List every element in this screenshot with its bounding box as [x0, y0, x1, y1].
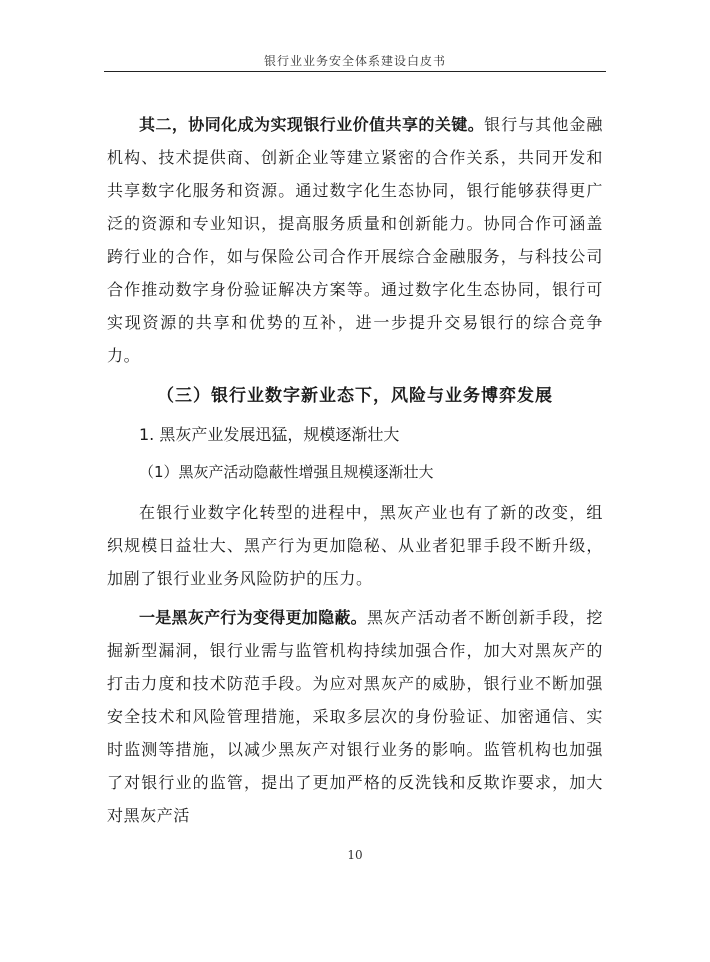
- paragraph-text-collaboration: 银行与其他金融机构、技术提供商、创新企业等建立紧密的合作关系，共同开发和共享数字化服务和资源。通过数字化生态协同，银行能够获得更广泛的资源和专业知识，提高服务质量和创新能力。协同合作可涵盖跨行业的合作，如与保险公司合作开展综合金融服务，与科技公司合作推动数字身份验证解决方案等。通过数字化生态协同，银行可实现资源的共享和优势的互补，进一步提升交易银行的综合竞争力。: [107, 115, 603, 365]
- header-divider: [104, 71, 606, 72]
- paragraph-concealment: [107, 601, 603, 832]
- paragraph-lead-collaboration: 其二，协同化成为实现银行业价值共享的关键。: [139, 115, 485, 134]
- paragraph-black-gray-industry: [107, 496, 603, 595]
- page-number: 10: [347, 848, 363, 862]
- section-heading: （三）银行业数字新业态下，风险与业务博弈发展: [157, 386, 553, 406]
- paragraph-text-black-gray-industry: 在银行业数字化转型的进程中，黑灰产业也有了新的改变，组织规模日益壮大、黑产行为更加隐秘、从业者犯罪手段不断升级，加剧了银行业业务风险防护的压力。: [107, 503, 603, 588]
- sub-heading: 1. 黑灰产业发展迅猛，规模逐渐壮大: [139, 425, 400, 444]
- page-header-title: 银行业业务安全体系建设白皮书: [263, 54, 446, 68]
- document-body: [107, 108, 603, 832]
- paragraph-lead-concealment: 一是黑灰产行为变得更加隐蔽。: [139, 608, 367, 627]
- paragraph-text-concealment: 黑灰产活动者不断创新手段，挖掘新型漏洞，银行业需与监管机构持续加强合作，加大对黑灰产的打击力度和技术防范手段。为应对黑灰产的威胁，银行业不断加强安全技术和风险管理措施，采取多层次的身份验证、加密通信、实时监测等措施，以减少黑灰产对银行业务的影响。监管机构也加强了对银行业的监管，提出了更加严格的反洗钱和反欺诈要求，加大对黑灰产活: [107, 608, 603, 825]
- subsub-heading: （1）黑灰产活动隐蔽性增强且规模逐渐壮大: [139, 463, 434, 481]
- paragraph-collaboration: [107, 108, 603, 372]
